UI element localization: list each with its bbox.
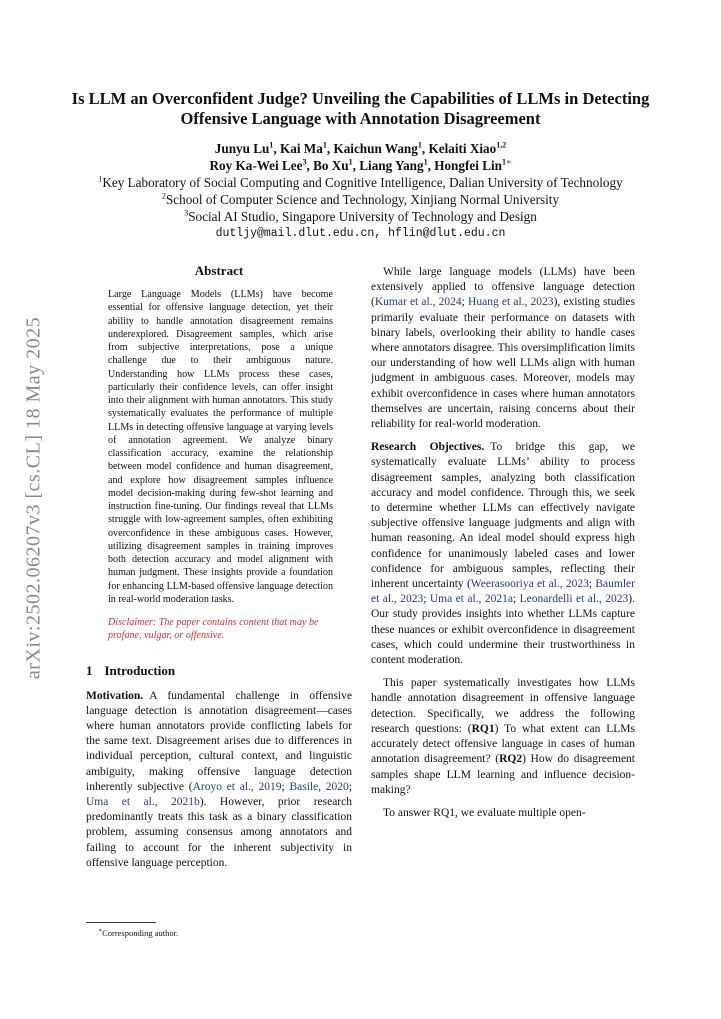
citation-link[interactable]: Baumler et al., 2023 bbox=[371, 578, 635, 606]
section-number: 1 bbox=[86, 662, 93, 678]
author-affiliation-mark: 1 bbox=[501, 157, 506, 167]
text-run: To bridge this gap, we systematically evaluate LLMs’ ability to process disagreement samples, analyzing both classification accuracy and model confidence. Through this, we seek to determine whether LLMs can effectively navigate subjective offensive language judgments and align with human reasoning. An ideal model should express high confidence for unanimously labeled cases and lower confidence for ambiguous samples, reflecting their inherent uncertainty ( bbox=[371, 441, 636, 591]
footnote-mark: ∗ bbox=[98, 928, 103, 934]
right-column bbox=[371, 265, 635, 821]
author-affiliation-mark: 3 bbox=[302, 157, 307, 167]
citation-link[interactable]: Weerasooriya et al., 2023 bbox=[470, 578, 589, 591]
affiliation-mark: 1 bbox=[98, 174, 103, 184]
disclaimer: Disclaimer: The paper contains content that may be profane, vulgar, or offensive. bbox=[108, 617, 319, 642]
abstract-text: Large Language Models (LLMs) have become essential for offensive language detection, yet their ability to handle annotation disagreement remains underexplored. Disagreement samples, which arise from subjective interpretations, pose a unique challenge due to their ambiguous nature. Understanding how LLMs process these cases, particularly their confidence levels, can offer insight into their alignment with human annotators. This study systematically evaluates the performance of multiple LLMs in detecting offensive language at varying levels of annotation agreement. We analyze binary classification accuracy, examine the relationship between model confidence and human disagreement, and explore how disagreement samples influence model decision-making during few-shot learning and instruction fine-tuning. Our findings reveal that LLMs struggle with low-agreement samples, often exhibiting overconfidence in these ambiguous cases. However, utilizing disagreement samples in training improves both detection accuracy and model alignment with human judgment. These insights provide a foundation for enhancing LLM-based offensive language detection in real-world moderation tasks. bbox=[108, 289, 333, 605]
text-run: ) How do disagreement samples shape LLM learning and influence decision-making? bbox=[371, 753, 635, 796]
corresponding-author-mark: ∗ bbox=[505, 157, 512, 167]
author-affiliation-mark: 1 bbox=[417, 140, 422, 150]
llm-paragraph bbox=[371, 265, 635, 432]
author-name: Junyu Lu bbox=[214, 141, 270, 156]
citation-link[interactable]: Uma et al., 2021a bbox=[429, 593, 513, 606]
rq1-paragraph bbox=[371, 806, 635, 821]
affiliation-list bbox=[40, 174, 681, 225]
footnote-content: Corresponding author. bbox=[102, 927, 179, 938]
author-name: Hongfei Lin bbox=[434, 158, 502, 173]
author-line-2: Roy Ka-Wei Lee$^3$, Bo Xu$^1$, Liang Yang$^1$, Hongfei Lin$^{1∗}$ bbox=[209, 157, 512, 173]
author-block bbox=[40, 140, 681, 242]
affiliation-mark: 3 bbox=[184, 208, 189, 218]
footnote bbox=[86, 922, 352, 938]
author-line-1: Junyu Lu$^1$, Kai Ma$^1$, Kaichun Wang$^1$, Kelaiti Xiao$^{1,2}$ bbox=[214, 140, 507, 156]
footnote-rule bbox=[86, 922, 156, 923]
author-name: Kaichun Wang bbox=[333, 141, 418, 156]
affiliation-text: Social AI Studio, Singapore University of Technology and Design bbox=[188, 209, 537, 224]
citation-link[interactable]: Aroyo et al., 2019 bbox=[192, 780, 282, 793]
abstract-heading: Abstract bbox=[194, 263, 244, 278]
author-affiliation-mark: 1 bbox=[348, 157, 353, 167]
author-name: Bo Xu bbox=[313, 158, 349, 173]
motivation-text bbox=[86, 690, 352, 869]
arxiv-stamp-text: arXiv:2502.06207v3 [cs.CL] 18 May 2025 bbox=[22, 316, 45, 679]
affiliation bbox=[40, 174, 681, 191]
citation-link[interactable]: Leonardelli et al., 2023 bbox=[519, 593, 629, 606]
text-run: While large language models (LLMs) have been extensively applied to offensive language detection ( bbox=[371, 266, 635, 309]
affiliation-text: School of Computer Science and Technology, Xinjiang Normal University bbox=[165, 192, 560, 207]
text-run: ). Our study provides insights into whether LLMs capture these nuances or exhibit overconfidence in disagreement cases, which could undermine their trustworthiness in content moderation. bbox=[371, 593, 635, 667]
citation-link[interactable]: Kumar et al., 2024 bbox=[374, 296, 462, 309]
research-questions-paragraph bbox=[371, 676, 635, 798]
author-name: Kelaiti Xiao bbox=[428, 141, 497, 156]
citation-link[interactable]: Huang et al., 2023 bbox=[468, 296, 554, 309]
motivation-paragraph bbox=[86, 689, 352, 871]
footnote-text bbox=[86, 927, 352, 938]
text-run: ) To what extent can LLMs accurately detect offensive language in cases of human annotation disagreement? ( bbox=[371, 722, 635, 766]
author-affiliation-mark: 1,2 bbox=[496, 140, 507, 150]
objectives-text bbox=[371, 441, 635, 666]
text-run: To answer RQ1, we evaluate multiple open- bbox=[383, 806, 586, 819]
text-run: ). However, prior research predominantly treats this task as a binary classification problem, assuming consensus among annotators and failing to account for the inherent subjectivity in offensive language perception. bbox=[86, 795, 352, 869]
rq1-text bbox=[383, 807, 586, 819]
affiliation-mark: 2 bbox=[161, 191, 166, 201]
paper-title: Is LLM an Overconfident Judge? Unveiling the Capabilities of LLMs in Detecting Offensive Language with Annotation Disagreement bbox=[71, 89, 650, 128]
text-run: ; bbox=[281, 780, 290, 793]
section-heading bbox=[86, 663, 352, 679]
objectives-paragraph bbox=[371, 440, 635, 668]
bold-term: RQ1 bbox=[471, 722, 495, 735]
text-run: ; bbox=[588, 578, 596, 591]
text-run: ), existing studies primarily evaluate their performance on datasets with binary labels, overlooking their ability to handle cases where annotators disagree. This oversimplification limits our understanding of how well LLMs align with human judgment in ambiguous cases. Moreover, models may exhibit overconfidence in cases where human annotators themselves are uncertain, raising concerns about their reliability for real-world moderation. bbox=[371, 296, 635, 431]
objectives-label: Research Objectives. bbox=[371, 441, 485, 454]
citation-link[interactable]: Basile, 2020 bbox=[289, 780, 349, 793]
research-questions-text bbox=[371, 677, 635, 795]
author-affiliation-mark: 1 bbox=[423, 157, 428, 167]
author-name: Liang Yang bbox=[359, 158, 424, 173]
affiliation bbox=[40, 191, 681, 208]
affiliation bbox=[40, 208, 681, 225]
author-name: Kai Ma bbox=[279, 141, 323, 156]
author-name: Roy Ka-Wei Lee bbox=[209, 158, 303, 173]
text-run: This paper systematically investigates how LLMs handle annotation disagreement in offensive language detection. Specifically, we address the following research questions: ( bbox=[371, 677, 635, 735]
author-affiliation-mark: 1 bbox=[269, 140, 274, 150]
left-column bbox=[86, 263, 352, 871]
motivation-label: Motivation. bbox=[86, 689, 144, 702]
bold-term: RQ2 bbox=[499, 753, 523, 766]
text-run: A fundamental challenge in offensive language detection is annotation disagreement—cases where human annotators provide conflicting labels for the same text. Disagreement arises due to differences in individual perception, cultural context, and linguistic ambiguity, making offensive language detection inherently subjective ( bbox=[86, 689, 352, 793]
arxiv-stamp bbox=[22, 310, 46, 685]
text-run: ; bbox=[348, 780, 353, 793]
author-affiliation-mark: 1 bbox=[322, 140, 327, 150]
text-run: ; bbox=[512, 593, 520, 606]
author-emails: dutljy@mail.dlut.edu.cn, hflin@dlut.edu.cn bbox=[215, 227, 506, 240]
text-run: ; bbox=[423, 593, 430, 606]
text-run: ; bbox=[461, 296, 469, 309]
section-title: Introduction bbox=[104, 662, 176, 678]
affiliation-text: Key Laboratory of Social Computing and Cognitive Intelligence, Dalian University of Technology bbox=[102, 175, 623, 190]
llm-paragraph-text bbox=[371, 266, 635, 430]
citation-link[interactable]: Uma et al., 2021b bbox=[86, 795, 200, 808]
